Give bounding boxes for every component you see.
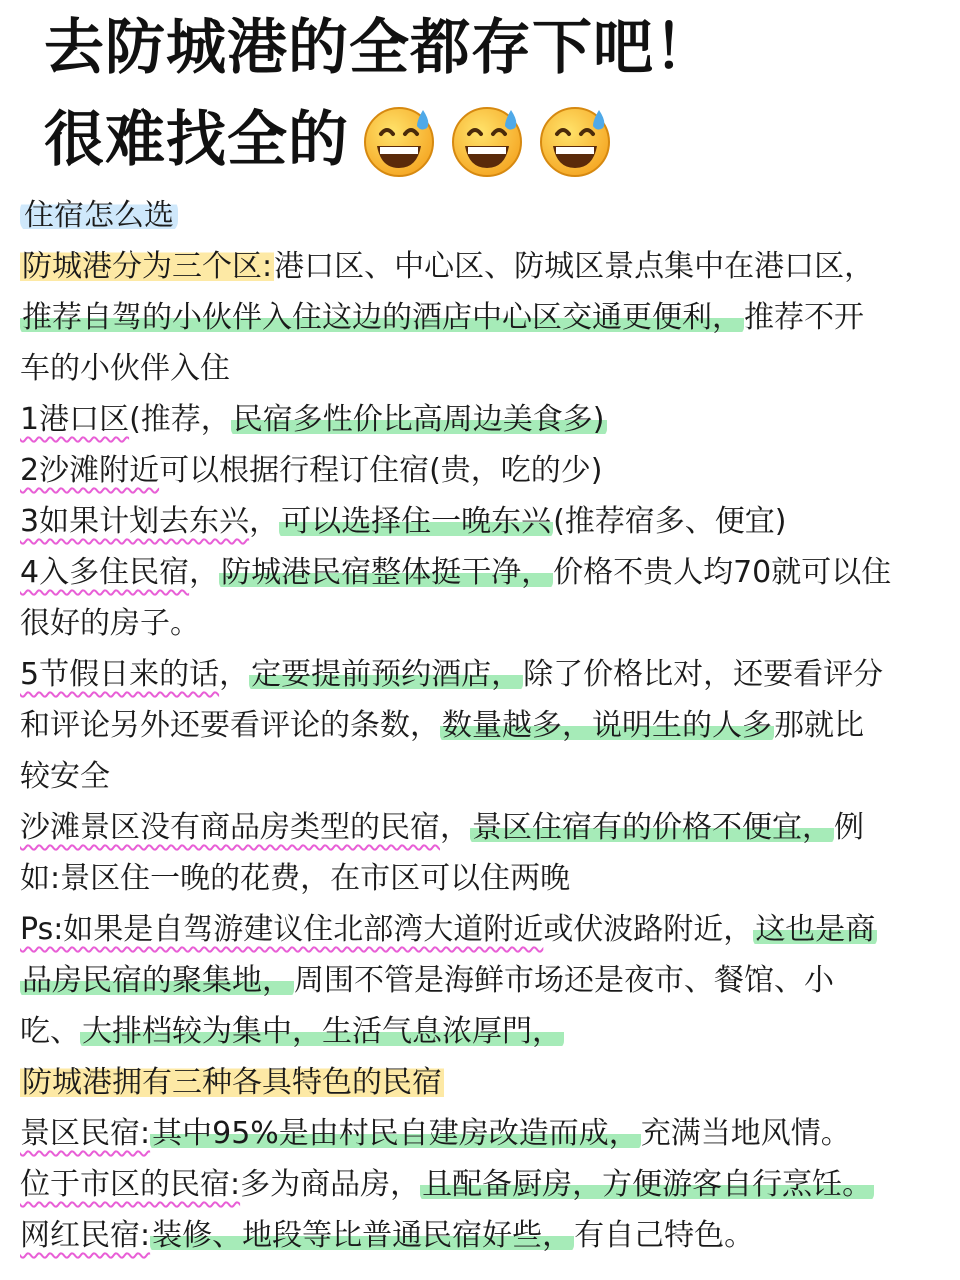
text-segment: 有自己特色。 bbox=[574, 1218, 755, 1253]
text-segment-hl-green: 装修、地段等比普通民宿好些， bbox=[152, 1218, 573, 1253]
text-segment-wavy: 3如果计划去东兴 bbox=[20, 504, 250, 539]
text-segment: (推荐， bbox=[129, 402, 231, 437]
text-segment: 周围不管是海鲜市场还是夜市、餐馆、小 bbox=[294, 963, 834, 998]
text-segment: 多为商品房， bbox=[240, 1167, 421, 1202]
text-segment-wavy: Ps:如果是自驾游建议住北部湾大道附近 bbox=[20, 912, 544, 947]
text-segment: ， bbox=[189, 555, 220, 590]
text-line bbox=[20, 394, 940, 445]
page-title-line1: 去防城港的全都存下吧！ bbox=[44, 13, 715, 83]
text-line bbox=[20, 1210, 940, 1261]
text-line bbox=[20, 955, 940, 1006]
grinning-sweat-emoji-icon bbox=[447, 100, 527, 180]
text-line bbox=[20, 190, 940, 241]
text-segment: 或伏波路附近， bbox=[543, 912, 754, 947]
text-segment: 车的小伙伴入住 bbox=[20, 351, 230, 386]
text-line bbox=[20, 241, 940, 292]
text-segment: 港口区、中心区、防城区景点集中在港口区， bbox=[274, 249, 875, 284]
text-segment: 价格不贵人均70就可以住 bbox=[553, 555, 892, 590]
text-segment-hl-green: 这也是商 bbox=[755, 912, 876, 947]
text-segment-wavy: 4入多住民宿 bbox=[20, 555, 190, 590]
text-segment: ， bbox=[440, 810, 470, 845]
text-segment: 那就比 bbox=[774, 708, 864, 743]
text-segment: 较安全 bbox=[20, 759, 110, 794]
text-segment: (推荐宿多、便宜) bbox=[553, 504, 787, 539]
text-line bbox=[20, 1159, 940, 1210]
text-segment-hl-blue: 住宿怎么选 bbox=[20, 198, 178, 233]
text-segment: 推荐不开 bbox=[744, 300, 864, 335]
text-segment-wavy: 1港口区 bbox=[20, 402, 130, 437]
text-line bbox=[20, 598, 940, 649]
text-line bbox=[20, 1057, 940, 1108]
text-segment: 除了价格比对，还要看评分 bbox=[523, 657, 884, 692]
text-line bbox=[20, 700, 940, 751]
text-segment-wavy: 2沙滩附近 bbox=[20, 453, 160, 488]
text-segment-hl-green: 可以选择住一晚东兴 bbox=[281, 504, 552, 539]
text-segment-hl-yellow: 防城港分为三个区: bbox=[22, 249, 273, 284]
page-title-line2 bbox=[44, 100, 615, 180]
text-line bbox=[20, 1006, 940, 1057]
text-segment-hl-green: 大排档较为集中，生活气息浓厚門， bbox=[82, 1014, 562, 1049]
text-segment-wavy: 景区民宿: bbox=[20, 1116, 151, 1151]
text-segment-hl-green: 且配备厨房，方便游客自行烹饪。 bbox=[422, 1167, 873, 1202]
emoji-group bbox=[359, 100, 615, 180]
text-segment: 很好的房子。 bbox=[20, 606, 200, 641]
grinning-sweat-emoji-icon bbox=[359, 100, 439, 180]
text-segment: 和评论另外还要看评论的条数， bbox=[20, 708, 440, 743]
text-segment: 可以根据行程订住宿(贵，吃的少) bbox=[159, 453, 603, 488]
page-title-line2-text: 很难找全的 bbox=[44, 105, 349, 175]
text-line bbox=[20, 1108, 940, 1159]
text-line bbox=[20, 445, 940, 496]
text-segment-hl-green: 其中95%是由村民自建房改造而成， bbox=[152, 1116, 639, 1151]
text-line bbox=[20, 904, 940, 955]
text-line bbox=[20, 343, 940, 394]
text-segment-hl-green: 景区住宿有的价格不便宜， bbox=[472, 810, 832, 845]
text-segment-hl-green: 数量越多，说明生的人多 bbox=[442, 708, 772, 743]
article-body bbox=[20, 190, 940, 1261]
text-segment-hl-yellow: 防城港拥有三种各具特色的民宿 bbox=[22, 1065, 442, 1100]
text-line bbox=[20, 649, 940, 700]
text-segment-wavy: 5节假日来的话 bbox=[20, 657, 220, 692]
text-line bbox=[20, 496, 940, 547]
text-segment-wavy: 位于市区的民宿: bbox=[20, 1167, 241, 1202]
text-segment-hl-green: 定要提前预约酒店， bbox=[251, 657, 522, 692]
text-segment-hl-green: 品房民宿的聚集地， bbox=[22, 963, 292, 998]
text-segment-hl-green: 防城港民宿整体挺干净， bbox=[221, 555, 552, 590]
text-line bbox=[20, 751, 940, 802]
text-segment: 吃、 bbox=[20, 1014, 80, 1049]
grinning-sweat-emoji-icon bbox=[535, 100, 615, 180]
text-line bbox=[20, 853, 940, 904]
text-segment-wavy: 沙滩景区没有商品房类型的民宿 bbox=[20, 810, 440, 845]
text-segment-hl-green: 推荐自驾的小伙伴入住这边的酒店中心区交通更便利， bbox=[22, 300, 742, 335]
text-segment-wavy: 网红民宿: bbox=[20, 1218, 151, 1253]
text-segment: 例 bbox=[834, 810, 864, 845]
text-segment-hl-green: 民宿多性价比高周边美食多) bbox=[232, 402, 605, 437]
text-segment: 充满当地风情。 bbox=[640, 1116, 851, 1151]
text-line bbox=[20, 292, 940, 343]
text-line bbox=[20, 802, 940, 853]
text-segment: ， bbox=[219, 657, 250, 692]
text-line bbox=[20, 547, 940, 598]
text-segment: 如:景区住一晚的花费，在市区可以住两晚 bbox=[20, 861, 571, 896]
text-segment: ， bbox=[249, 504, 280, 539]
